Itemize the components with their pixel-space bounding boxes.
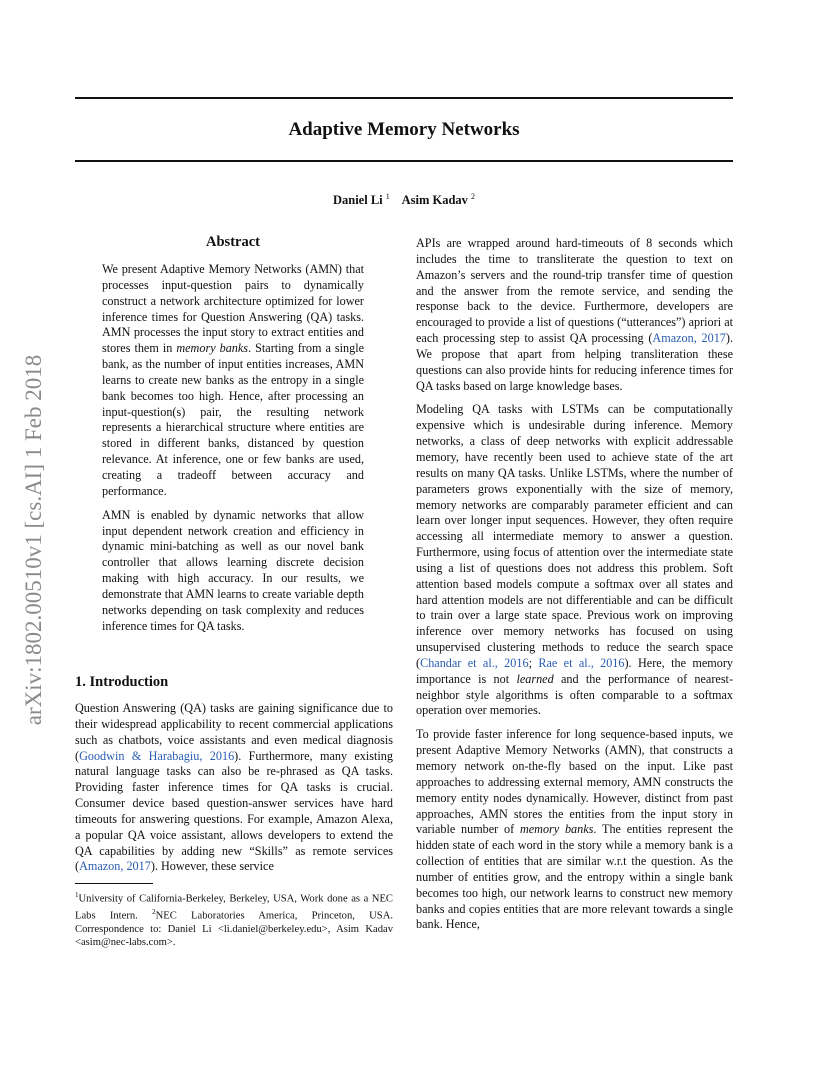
title-bottom-rule xyxy=(75,160,733,162)
citation-link[interactable]: Amazon, 2017 xyxy=(652,331,726,346)
text-run: ). Furthermore, many existing natural language tasks can also be re-phrased as QA tasks. Providing faster inference times for QA tasks is crucial. Consumer device based question-answer services have hard timeouts for answering questions. For example, Amazon Alexa, a popular QA voice assistant, allows developers to extend the QA capabilities by adding new “Skills” as remote services ( xyxy=(75,748,393,874)
text-run: . The entities represent the hidden state of each word in the story while a memory bank is a collection of entities that are similar w.r.t the question. As the number of entities grow, and the entropy within a single bank becomes too high, our network learns to construct new memory banks and copies entities that are more relevant towards a single bank. Hence, xyxy=(416,822,733,932)
author-name: Daniel Li xyxy=(332,193,383,208)
footnote-marker: 1 xyxy=(75,891,79,899)
emphasis: learned xyxy=(516,671,554,686)
text-run: ; xyxy=(528,655,539,670)
emphasis: memory banks xyxy=(519,822,594,837)
right-column-body xyxy=(416,236,733,933)
paper-title: Adaptive Memory Networks xyxy=(288,119,520,140)
abstract-body xyxy=(102,262,364,634)
footnote-marker: 2 xyxy=(152,907,156,916)
text-run: ). However, these service xyxy=(150,859,274,874)
citation-link[interactable]: Amazon, 2017 xyxy=(79,859,151,874)
text-run: NEC Laboratories America, Princeton, USA. Correspondence to: Daniel Li <li.daniel@berkeley.edu>, Asim Kadav <asim@nec-labs.com>. xyxy=(75,910,393,948)
footnote xyxy=(75,889,393,949)
introduction-body xyxy=(75,701,393,875)
text-run: APIs are wrapped around hard-timeouts of 8 seconds which includes the time to transliterate the question to text on Amazon’s servers and the round-trip transfer time of question and the answer from the remote service, and sending the response back to the device. Furthermore, developers are encouraged to provide a list of questions (“utterances”) apriori at each processing step to assist QA processing ( xyxy=(416,236,733,346)
citation-link[interactable]: Goodwin & Harabagiu, 2016 xyxy=(79,748,235,763)
arxiv-identifier: arXiv:1802.00510v1 [cs.AI] 1 Feb 2018 xyxy=(21,354,46,726)
abstract-paragraph: AMN is enabled by dynamic networks that allow input dependent network creation and efficiency in dynamic mini-batching as well as our novel bank controller that allows learning discrete decision making with high accuracy. In our results, we demonstrate that AMN learns to create variable depth networks depending on task complexity and reduces inference times for QA tasks. xyxy=(102,507,364,633)
section-heading-introduction: 1. Introduction xyxy=(75,674,169,690)
citation-link[interactable]: Chandar et al., 2016 xyxy=(420,655,529,670)
text-run: Question Answering (QA) tasks are gaining significance due to their widespread applicability to recent commercial applications such as chatbots, voice assistants and even medical diagnosis ( xyxy=(75,701,393,763)
text-run: To provide faster inference for long sequence-based inputs, we present Adaptive Memory Networks (AMN), that constructs a memory network on-the-fly based on the input. Like past approaches to addressing external memory, AMN constructs the memory entity nodes dynamically. However, distinct from past approaches, AMN stores the entities from the input story in variable number of xyxy=(416,727,733,837)
author-name: Asim Kadav xyxy=(401,193,468,208)
emphasis: memory banks xyxy=(176,341,249,356)
affiliation-marker: 2 xyxy=(471,192,476,201)
arxiv-sidebar xyxy=(14,300,54,780)
affiliation-marker: 1 xyxy=(385,192,390,201)
body-paragraph xyxy=(75,701,393,875)
text-run: ). Here, the memory importance is not xyxy=(416,655,733,686)
body-paragraph xyxy=(416,236,733,394)
top-rule xyxy=(75,97,733,99)
body-paragraph xyxy=(416,727,733,933)
text-run: . Starting from a single bank, as the number of input entities increases, AMN learns to create new banks as the entropy in a single bank becomes too high. Hence, after processing an input-question(s) pair, the resulting network represents a hierarchical structure where entities are stored in different banks, distanced by question relevance. At inference, one or few banks are used, creating a tradeoff between accuracy and performance. xyxy=(102,341,364,498)
citation-link[interactable]: Rae et al., 2016 xyxy=(538,655,625,670)
text-run: We present Adaptive Memory Networks (AMN) that processes input-question pairs to dynamically construct a network architecture optimized for lower inference times for Question Answering (QA) tasks. AMN processes the input story to extract entities and stores them in xyxy=(102,262,364,356)
author-line xyxy=(75,192,733,208)
text-run: Modeling QA tasks with LSTMs can be computationally expensive which is undesirable during inference. Memory networks, a class of deep networks with explicit addressable memory, have recently been used to achieve state of the art results on many QA tasks. Unlike LSTMs, where the number of parameters grows exponentially with the size of memory, memory networks are comparably parameter efficient and can learn over longer input sequences. However, they often require accessing all intermediate memory to answer a question. Furthermore, using focus of attention over the intermediate state using a list of questions does not address this problem. Soft attention based models compute a softmax over all states and hard attention models are not differentiable and can be difficult to train over a large state space. Previous work on improving inference over memory networks has focused on using unsupervised clustering methods to reduce the search space ( xyxy=(416,402,733,670)
body-paragraph xyxy=(416,402,733,719)
footnote-rule xyxy=(75,883,153,884)
abstract-paragraph xyxy=(102,262,364,500)
text-run: University of California-Berkeley, Berkeley, USA, Work done as a NEC Labs Intern. xyxy=(75,893,393,922)
abstract-heading: Abstract xyxy=(206,234,260,250)
text-run: ). We propose that apart from helping transliteration these questions can also provide hints for reducing inference times for QA tasks based on large knowledge bases. xyxy=(416,331,733,393)
text-run: and the performance of nearest-neighbor style algorithms is often comparable to a softmax operation over memories. xyxy=(416,671,734,718)
